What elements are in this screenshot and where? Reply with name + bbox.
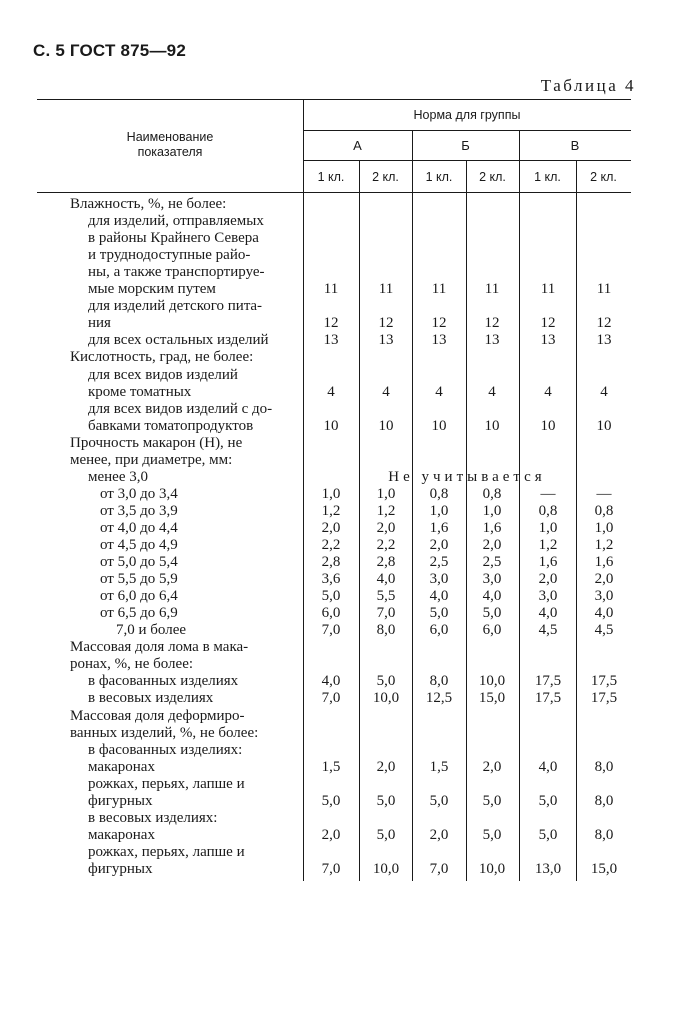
table-row (0, 810, 686, 827)
row-label: от 3,5 до 3,9 (100, 502, 178, 519)
row-value: 6,0 (429, 622, 449, 639)
row-value: 2,8 (376, 554, 396, 571)
row-value: 2,5 (482, 554, 502, 571)
row-value: 7,0 (321, 690, 341, 707)
row-value: 4,5 (538, 622, 558, 639)
class-header-a1: 1 кл. (317, 170, 345, 184)
row-value: 13,0 (534, 860, 562, 877)
table-row (0, 332, 686, 349)
table-row (0, 742, 686, 759)
table-row (0, 554, 686, 571)
row-value: 4,5 (594, 622, 614, 639)
row-span-value: Не учитывается (388, 468, 546, 485)
table-row (0, 622, 686, 639)
row-value: 8,0 (594, 826, 614, 843)
table-row (0, 844, 686, 861)
row-value: 2,0 (321, 519, 341, 536)
row-value: 2,0 (376, 758, 396, 775)
row-value: 2,2 (376, 537, 396, 553)
row-value: 5,0 (321, 792, 341, 809)
group-v-header: В (570, 138, 580, 153)
row-label: рожках, перьях, лапше и (88, 775, 245, 792)
group-a-header: А (353, 138, 362, 153)
row-value: 15,0 (478, 690, 506, 707)
table-row (0, 367, 686, 384)
row-value: 4,0 (321, 673, 341, 690)
row-label: для всех видов изделий (88, 366, 238, 383)
row-value: 13 (323, 332, 339, 349)
indicator-header (37, 130, 303, 160)
row-label: Кислотность, град, не более: (70, 349, 254, 366)
row-label: кроме томатных (88, 383, 192, 400)
row-value: 17,5 (590, 690, 618, 707)
row-value: 5,0 (482, 826, 502, 843)
row-value: 2,0 (482, 537, 502, 553)
row-label: рожках, перьях, лапше и (88, 843, 245, 860)
row-value: 4 (435, 383, 443, 400)
row-label: Массовая доля деформиро- (70, 707, 245, 724)
table-title: Таблица 4 (540, 76, 636, 95)
row-value: 7,0 (376, 605, 396, 622)
row-value: 12 (323, 315, 339, 332)
table-row (0, 213, 686, 230)
row-label: фигурных (88, 792, 153, 809)
row-value: 17,5 (534, 690, 562, 707)
row-value: 8,0 (594, 758, 614, 775)
row-label: менее, при диаметре, мм: (70, 451, 233, 468)
table-row (0, 384, 686, 401)
table-row (0, 298, 686, 315)
table-row (0, 469, 686, 486)
class-header-v2: 2 кл. (590, 170, 617, 184)
row-value: 5,0 (538, 792, 558, 809)
row-label: от 5,0 до 5,4 (100, 554, 178, 571)
row-value: 1,6 (538, 554, 558, 571)
row-value: 5,0 (538, 826, 558, 843)
page-header: С. 5 ГОСТ 875—92 (33, 41, 186, 60)
row-value: 13 (378, 332, 394, 349)
indicator-header-line1: Наименование (126, 130, 214, 144)
row-label: ванных изделий, %, не более: (70, 724, 259, 741)
row-value: — (596, 485, 612, 502)
row-value: 3,6 (321, 571, 341, 588)
indicator-header-line2: показателя (137, 145, 203, 159)
header-norm-rule (303, 130, 631, 131)
row-value: 11 (378, 281, 394, 298)
row-value: 4,0 (376, 571, 396, 588)
row-value: 2,0 (429, 537, 449, 553)
row-value: 12 (596, 315, 612, 332)
row-value: 6,0 (321, 605, 341, 622)
row-label: для изделий детского питa- (88, 298, 263, 315)
table-row (0, 725, 686, 742)
row-value: 5,0 (482, 792, 502, 809)
table-row (0, 656, 686, 673)
table-row (0, 708, 686, 725)
table-row (0, 315, 686, 332)
row-value: 12 (540, 315, 556, 332)
row-value: 8,0 (429, 673, 449, 690)
row-value: 4 (327, 383, 335, 400)
table-row (0, 776, 686, 793)
row-label: от 6,0 до 6,4 (100, 588, 178, 605)
table-top-rule (37, 99, 631, 100)
row-value: — (540, 485, 556, 502)
row-value: 0,8 (482, 485, 502, 502)
row-value: 13 (484, 332, 500, 349)
row-label: Массовая доля лома в мака- (70, 639, 249, 656)
table-row (0, 759, 686, 776)
row-value: 10 (378, 417, 394, 434)
row-value: 5,0 (376, 792, 396, 809)
row-value: 10 (484, 417, 500, 434)
header-bottom-rule (37, 192, 631, 193)
norm-header: Норма для группы (413, 108, 521, 122)
class-header-v1: 1 кл. (534, 170, 561, 184)
table-row (0, 418, 686, 435)
row-value: 4,0 (538, 605, 558, 622)
row-label: ния (88, 315, 111, 332)
row-value: 1,0 (482, 502, 502, 519)
table-row (0, 605, 686, 622)
table-row (0, 793, 686, 810)
row-value: 2,8 (321, 554, 341, 571)
row-label: ронах, %, не более: (70, 656, 194, 673)
table-row (0, 401, 686, 418)
row-value: 10 (323, 417, 339, 434)
row-label: для изделий, отправляемых (88, 213, 264, 230)
row-label: в весовых изделиях: (88, 809, 218, 826)
table-row (0, 486, 686, 503)
row-value: 8,0 (594, 792, 614, 809)
row-label: фигурных (88, 860, 153, 877)
row-label: от 5,5 до 5,9 (100, 571, 178, 588)
row-value: 3,0 (429, 571, 449, 588)
row-value: 17,5 (534, 673, 562, 690)
row-value: 5,0 (321, 588, 341, 605)
table-row (0, 588, 686, 605)
row-value: 1,2 (538, 537, 558, 553)
row-value: 1,2 (321, 502, 341, 519)
row-value: 0,8 (429, 485, 449, 502)
table-row (0, 690, 686, 707)
row-value: 4,0 (482, 588, 502, 605)
row-value: 1,0 (594, 519, 614, 536)
row-value: 5,0 (429, 605, 449, 622)
row-value: 10,0 (478, 673, 506, 690)
table-row (0, 452, 686, 469)
row-value: 1,6 (429, 519, 449, 536)
row-value: 3,0 (482, 571, 502, 588)
row-value: 11 (484, 281, 500, 298)
row-value: 12,5 (425, 690, 453, 707)
row-value: 7,0 (429, 860, 449, 877)
row-label: от 4,0 до 4,4 (100, 519, 178, 536)
row-value: 2,2 (321, 537, 341, 553)
row-label: от 6,5 до 6,9 (100, 605, 178, 622)
table-row (0, 247, 686, 264)
row-value: 10,0 (372, 860, 400, 877)
row-value: 1,6 (482, 519, 502, 536)
row-label: в фасованных изделиях: (88, 741, 243, 758)
row-value: 3,0 (538, 588, 558, 605)
row-value: 10 (431, 417, 447, 434)
row-value: 0,8 (594, 502, 614, 519)
row-label: в районы Крайнего Севера (88, 230, 259, 247)
row-label: в фасованных изделиях (88, 673, 239, 690)
row-label: для всех видов изделий с до- (88, 400, 273, 417)
row-value: 12 (378, 315, 394, 332)
row-value: 15,0 (590, 860, 618, 877)
row-value: 1,2 (376, 502, 396, 519)
row-label: для всех остальных изделий (88, 332, 269, 349)
row-value: 4,0 (538, 758, 558, 775)
row-label: Прочность макарон (Н), не (70, 434, 243, 451)
row-value: 11 (596, 281, 612, 298)
row-value: 4 (488, 383, 496, 400)
row-label: в весовых изделиях (88, 690, 214, 707)
row-value: 11 (540, 281, 556, 298)
table-row (0, 537, 686, 554)
row-value: 1,6 (594, 554, 614, 571)
row-value: 10,0 (478, 860, 506, 877)
row-value: 5,0 (376, 826, 396, 843)
row-value: 1,0 (429, 502, 449, 519)
table-row (0, 673, 686, 690)
table-row (0, 230, 686, 247)
class-header-b1: 1 кл. (425, 170, 453, 184)
row-value: 12 (431, 315, 447, 332)
row-label: ны, а также транспортируе- (88, 264, 265, 281)
row-value: 4 (600, 383, 608, 400)
row-value: 7,0 (321, 860, 341, 877)
table-row (0, 503, 686, 520)
row-value: 2,0 (594, 571, 614, 588)
row-value: 1,2 (594, 537, 614, 553)
class-header-b2: 2 кл. (479, 170, 506, 184)
row-value: 13 (596, 332, 612, 349)
row-value: 4 (544, 383, 552, 400)
row-label: и труднодоступные райо- (88, 247, 251, 264)
table-row (0, 861, 686, 878)
row-value: 11 (323, 281, 339, 298)
row-label: макаронах (88, 758, 155, 775)
row-value: 5,0 (429, 792, 449, 809)
row-value: 6,0 (482, 622, 502, 639)
header-group-rule (303, 160, 631, 161)
row-label: 7,0 и более (116, 622, 187, 639)
row-value: 11 (431, 281, 447, 298)
row-label: мые морским путем (88, 281, 216, 298)
row-value: 1,5 (429, 758, 449, 775)
table-row (0, 827, 686, 844)
table-row (0, 264, 686, 281)
row-value: 2,0 (376, 519, 396, 536)
row-label: макаронах (88, 826, 155, 843)
row-value: 2,0 (429, 826, 449, 843)
table-row (0, 571, 686, 588)
table-row (0, 639, 686, 656)
group-b-header: Б (461, 138, 470, 153)
row-value: 0,8 (538, 502, 558, 519)
row-value: 5,0 (482, 605, 502, 622)
row-value: 10 (596, 417, 612, 434)
row-value: 2,0 (321, 826, 341, 843)
row-value: 3,0 (594, 588, 614, 605)
row-value: 10,0 (372, 690, 400, 707)
class-header-a2: 2 кл. (372, 170, 399, 184)
table-row (0, 281, 686, 298)
row-label: бавками томатопродуктов (88, 417, 254, 434)
row-value: 8,0 (376, 622, 396, 639)
row-value: 2,0 (482, 758, 502, 775)
row-value: 1,0 (538, 519, 558, 536)
row-value: 17,5 (590, 673, 618, 690)
row-value: 1,0 (376, 485, 396, 502)
row-value: 1,0 (321, 485, 341, 502)
table-row (0, 349, 686, 366)
row-value: 1,5 (321, 758, 341, 775)
row-value: 2,5 (429, 554, 449, 571)
row-value: 12 (484, 315, 500, 332)
row-value: 2,0 (538, 571, 558, 588)
row-value: 4,0 (594, 605, 614, 622)
row-value: 5,5 (376, 588, 396, 605)
row-value: 13 (431, 332, 447, 349)
row-label: Влажность, %, не более: (70, 196, 227, 212)
table-row (0, 520, 686, 537)
row-label: менее 3,0 (88, 468, 148, 485)
row-value: 7,0 (321, 622, 341, 639)
row-value: 4 (382, 383, 390, 400)
row-label: от 3,0 до 3,4 (100, 485, 178, 502)
row-value: 13 (540, 332, 556, 349)
row-value: 10 (540, 417, 556, 434)
row-label: от 4,5 до 4,9 (100, 537, 178, 553)
table-row (0, 196, 686, 213)
row-value: 4,0 (429, 588, 449, 605)
table-row (0, 435, 686, 452)
row-value: 5,0 (376, 673, 396, 690)
